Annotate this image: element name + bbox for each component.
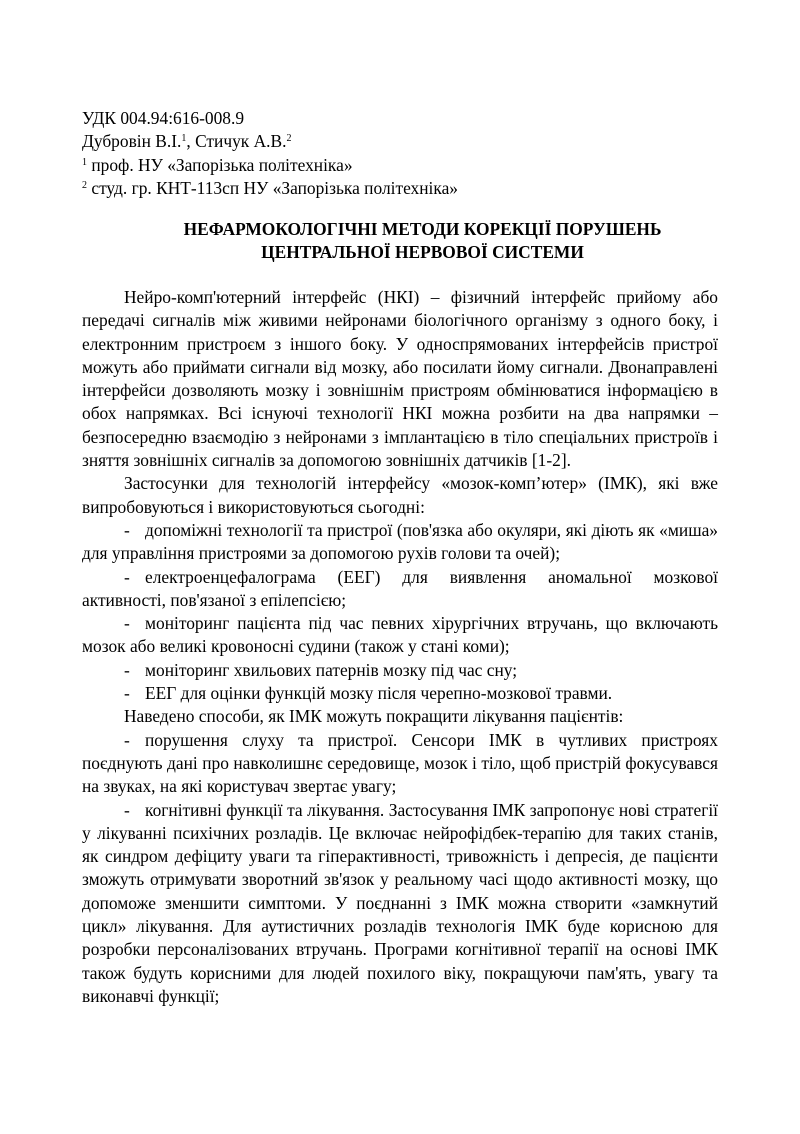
- list-item-text: електроенцефалограма (ЕЕГ) для виявлення аномальної мозкової активності, пов'язаної з епілепсією;: [82, 566, 718, 610]
- list-item-text: ЕЕГ для оцінки функцій мозку після черепно-мозкової травми.: [145, 683, 613, 704]
- affiliation-2-text: студ. гр. КНТ-113сп НУ «Запорізька політехніка»: [87, 177, 458, 198]
- list-item-text: моніторинг пацієнта під час певних хірургічних втручань, що включають мозок або великі кровоносні судини (також у стані коми);: [82, 613, 718, 657]
- article-title: [100, 218, 745, 265]
- title-line-1: НЕФАРМОКОЛОГІЧНІ МЕТОДИ КОРЕКЦІЇ ПОРУШЕНЬ: [183, 219, 662, 239]
- affiliation-1: [82, 154, 722, 177]
- list-dash: -: [124, 613, 130, 634]
- list-item: [82, 519, 718, 566]
- article-header: [82, 107, 722, 200]
- author-separator: ,: [186, 131, 196, 152]
- authors-line: [82, 130, 722, 153]
- list-item: [82, 682, 718, 705]
- affiliation-1-text: проф. НУ «Запорізька політехніка»: [87, 154, 353, 175]
- author-1-sup: 1: [181, 133, 187, 145]
- author-2: Стичук А.В.: [195, 131, 287, 152]
- title-line-2: ЦЕНТРАЛЬНОЇ НЕРВОВОЇ СИСТЕМИ: [261, 242, 584, 263]
- affiliation-2: [82, 177, 722, 200]
- list-dash: -: [124, 519, 130, 540]
- affiliation-2-sup: 2: [82, 179, 87, 191]
- author-1: Дубровін В.І.: [82, 131, 182, 152]
- author-2-sup: 2: [286, 133, 292, 145]
- paragraph-treatment: Наведено способи, як ІМК можуть покращити лікування пацієнтів:: [124, 706, 624, 727]
- list-dash: -: [124, 659, 130, 680]
- list-dash: -: [124, 729, 130, 750]
- affiliation-1-sup: 1: [82, 156, 87, 168]
- list-item-text: когнітивні функції та лікування. Застосування ІМК запропонує нові стратегії у лікуванні психічних розладів. Це включає нейрофідбек-терапію для таких станів, як синдром дефіциту уваги та гіперактивності, тривожність і депресія, де пацієнти зможуть отримувати зворотний зв'язок у реальному часі щодо активності мозку, що допоможе зменшити симптоми. У поєднанні з ІМК можна створити «замкнутий цикл» лікування. Для аутистичних розладів технологія ІМК буде корисною для розробки персоналізованих втручань. Програми когнітивної терапії на основі ІМК також будуть корисними для людей похилого віку, покращуючи пам'ять, увагу та виконавчі функції;: [82, 799, 718, 1006]
- paragraph-intro: Нейро-комп'ютерний інтерфейс (НКІ) – фізичний інтерфейс прийому або передачі сигналів між живими нейронами біологічного організму з одного боку, і електронним пристроєм з іншого боку. У односпрямованих інтерфейсів пристрої можуть або приймати сигнали від мозку, або посилати йому сигнали. Двонаправлені інтерфейси дозволяють мозку і зовнішнім пристроям обмінюватися інформацією в обох напрямках. Всі існуючі технології НКІ можна розбити на два напрямки – безпосередню взаємодію з нейронами з імплантацією в тіло спеціальних пристроїв і зняття зовнішніх сигналів за допомогою зовнішніх датчиків [1-2].: [82, 287, 718, 471]
- list-item: [82, 612, 718, 659]
- list-item-text: моніторинг хвильових патернів мозку під час сну;: [145, 659, 518, 680]
- list-item-text: порушення слуху та пристрої. Сенсори ІМК в чутливих пристроях поєднують дані про навколишнє середовище, мозок і тіло, щоб пристрій фокусувався на звуках, на які користувач звертає увагу;: [82, 729, 718, 797]
- list-item: [82, 799, 718, 1009]
- list-item: [82, 659, 718, 682]
- list-item: [82, 566, 718, 613]
- article-body: [82, 286, 718, 1008]
- list-item: [82, 729, 718, 799]
- paragraph-applications: Застосунки для технологій інтерфейсу «мозок-комп’ютер» (ІМК), які вже випробовуються і використовуються сьогодні:: [82, 473, 718, 517]
- udc-code: УДК 004.94:616-008.9: [82, 108, 245, 128]
- list-dash: -: [124, 566, 130, 587]
- list-item-text: допоміжні технології та пристрої (пов'язка або окуляри, які діють як «миша» для управління пристроями за допомогою рухів голови та очей);: [82, 519, 718, 564]
- list-dash: -: [124, 683, 130, 704]
- list-dash: -: [124, 799, 130, 820]
